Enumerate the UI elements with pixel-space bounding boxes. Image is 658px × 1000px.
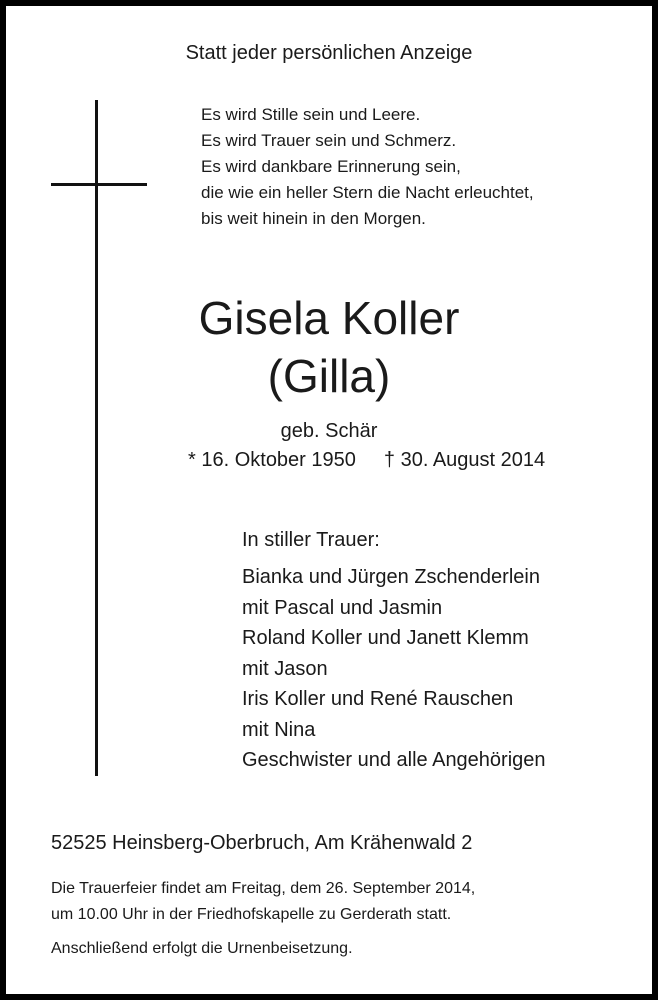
service-line: Die Trauerfeier findet am Freitag, dem 26. September 2014, — [51, 880, 476, 897]
intro-line: Statt jeder persönlichen Anzeige — [185, 42, 473, 64]
mourner-line: mit Pascal und Jasmin — [242, 596, 443, 619]
birth-date: * 16. Oktober 1950 — [188, 449, 356, 471]
life-dates — [188, 449, 545, 472]
mourner-line: Geschwister und alle Angehörigen — [242, 749, 546, 771]
death-date: † 30. August 2014 — [383, 449, 546, 471]
mourner-line: mit Jason — [242, 657, 328, 680]
poem — [201, 102, 534, 232]
mourning-heading: In stiller Trauer: — [242, 529, 380, 551]
poem-line: Es wird Stille sein und Leere. — [201, 105, 421, 124]
mourner-line: Iris Koller und René Rauschen — [242, 688, 514, 710]
poem-line: die wie ein heller Stern die Nacht erleuchtet, — [201, 183, 534, 202]
mourner-line: Bianka und Jürgen Zschenderlein — [242, 566, 540, 588]
service-line: um 10.00 Uhr in der Friedhofskapelle zu Gerderath statt. — [51, 906, 452, 923]
poem-line: Es wird Trauer sein und Schmerz. — [201, 131, 457, 150]
birth-name: geb. Schär — [280, 420, 378, 442]
poem-line: Es wird dankbare Erinnerung sein, — [201, 157, 461, 176]
service-info — [51, 876, 475, 928]
obituary-page — [6, 6, 652, 994]
address: 52525 Heinsberg-Oberbruch, Am Krähenwald 2 — [51, 832, 473, 854]
mourner-line: mit Nina — [242, 718, 316, 741]
deceased-name: Gisela Koller — [198, 292, 460, 344]
poem-line: bis weit hinein in den Morgen. — [201, 209, 426, 228]
deceased-nickname: (Gilla) — [267, 350, 391, 402]
mourner-line: Roland Koller und Janett Klemm — [242, 627, 529, 649]
cross-icon-horizontal-bar — [51, 183, 147, 186]
burial-note: Anschließend erfolgt die Urnenbeisetzung. — [51, 940, 353, 957]
mourners-list — [242, 562, 546, 776]
